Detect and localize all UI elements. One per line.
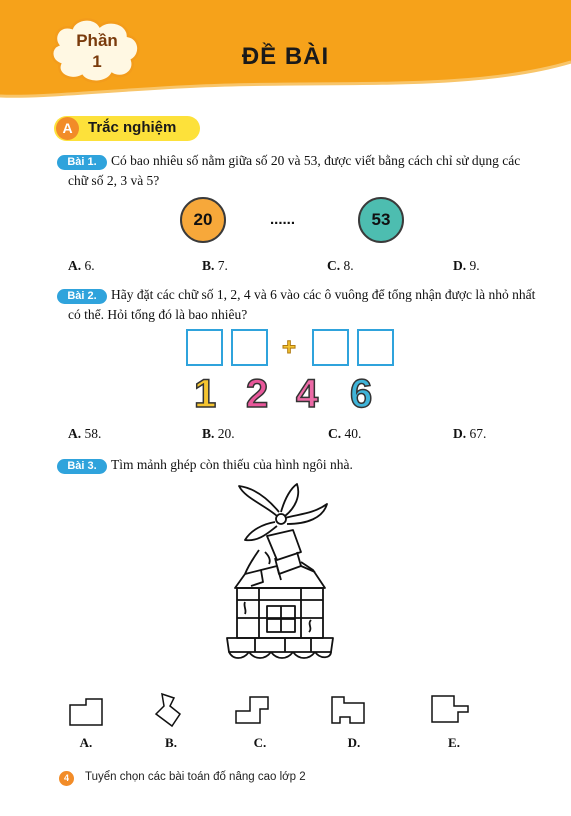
option-letter: C.	[328, 426, 342, 441]
q2-tag: Bài 2.	[57, 289, 107, 304]
q2-text-line1: Hãy đặt các chữ số 1, 2, 4 và 6 vào các ô vuông để tổng nhận được là nhỏ nhất	[111, 287, 536, 302]
option-letter: D.	[453, 258, 467, 273]
choice-label-e: E.	[448, 735, 460, 750]
q1-text-line1: Có bao nhiêu số nằm giữa số 20 và 53, được viết bằng cách chỉ sử dụng các	[111, 153, 521, 168]
part-word: Phần	[76, 31, 118, 50]
part-number: 1	[92, 52, 102, 71]
ellipsis-dots: ......	[270, 211, 296, 228]
q1-text-line2: chữ số 2, 3 và 5?	[68, 173, 160, 188]
option-value: 40.	[344, 426, 362, 441]
piece-b-shape[interactable]	[152, 690, 186, 730]
page-number-badge: 4	[59, 771, 74, 786]
digit-tile-4: 4	[296, 372, 319, 416]
q1-tag: Bài 1.	[57, 155, 107, 170]
piece-e-shape[interactable]	[428, 692, 472, 726]
q2-option-d[interactable]	[453, 426, 486, 442]
answer-box[interactable]	[231, 329, 268, 366]
choice-label-c: C.	[253, 735, 267, 750]
section-title: Trắc nghiệm	[88, 119, 177, 136]
footer-book-title: Tuyển chọn các bài toán đố nâng cao lớp 2	[85, 771, 306, 783]
option-letter: B.	[202, 426, 215, 441]
q1-option-d[interactable]	[453, 258, 480, 274]
answer-box[interactable]	[357, 329, 394, 366]
option-letter: A.	[68, 426, 82, 441]
option-letter: A.	[68, 258, 82, 273]
q2-option-c[interactable]	[328, 426, 361, 442]
q1-option-c[interactable]	[327, 258, 354, 274]
option-value: 7.	[217, 258, 228, 273]
q2-text-line2: có thể. Hỏi tổng đó là bao nhiêu?	[68, 307, 248, 322]
option-value: 58.	[84, 426, 102, 441]
q1-option-a[interactable]	[68, 258, 95, 274]
option-letter: B.	[202, 258, 215, 273]
option-value: 6.	[84, 258, 95, 273]
option-value: 20.	[217, 426, 235, 441]
page-title: ĐỀ BÀI	[241, 43, 330, 70]
choice-label-a: A.	[79, 735, 93, 750]
q3-tag: Bài 3.	[57, 459, 107, 474]
answer-box[interactable]	[186, 329, 223, 366]
digit-tile-6: 6	[350, 372, 373, 416]
answer-box[interactable]	[312, 329, 349, 366]
piece-a-shape[interactable]	[66, 695, 106, 729]
option-letter: D.	[453, 426, 467, 441]
option-value: 8.	[343, 258, 354, 273]
option-value: 9.	[469, 258, 480, 273]
choice-label-d: D.	[347, 735, 361, 750]
house-puzzle-drawing	[215, 482, 345, 670]
option-letter: C.	[327, 258, 341, 273]
q2-option-a[interactable]	[68, 426, 101, 442]
plus-sign: +	[282, 334, 297, 361]
digit-tile-2: 2	[246, 372, 269, 416]
piece-d-shape[interactable]	[328, 693, 368, 727]
digit-tile-1: 1	[194, 372, 217, 416]
section-letter: A	[56, 117, 79, 140]
option-value: 67.	[469, 426, 487, 441]
q2-option-b[interactable]	[202, 426, 235, 442]
number-circle-left: 20	[180, 197, 226, 243]
q3-text: Tìm mảnh ghép còn thiếu của hình ngôi nhà.	[111, 457, 353, 472]
number-circle-right: 53	[358, 197, 404, 243]
choice-label-b: B.	[165, 735, 177, 750]
piece-c-shape[interactable]	[232, 693, 272, 727]
q1-option-b[interactable]	[202, 258, 228, 274]
